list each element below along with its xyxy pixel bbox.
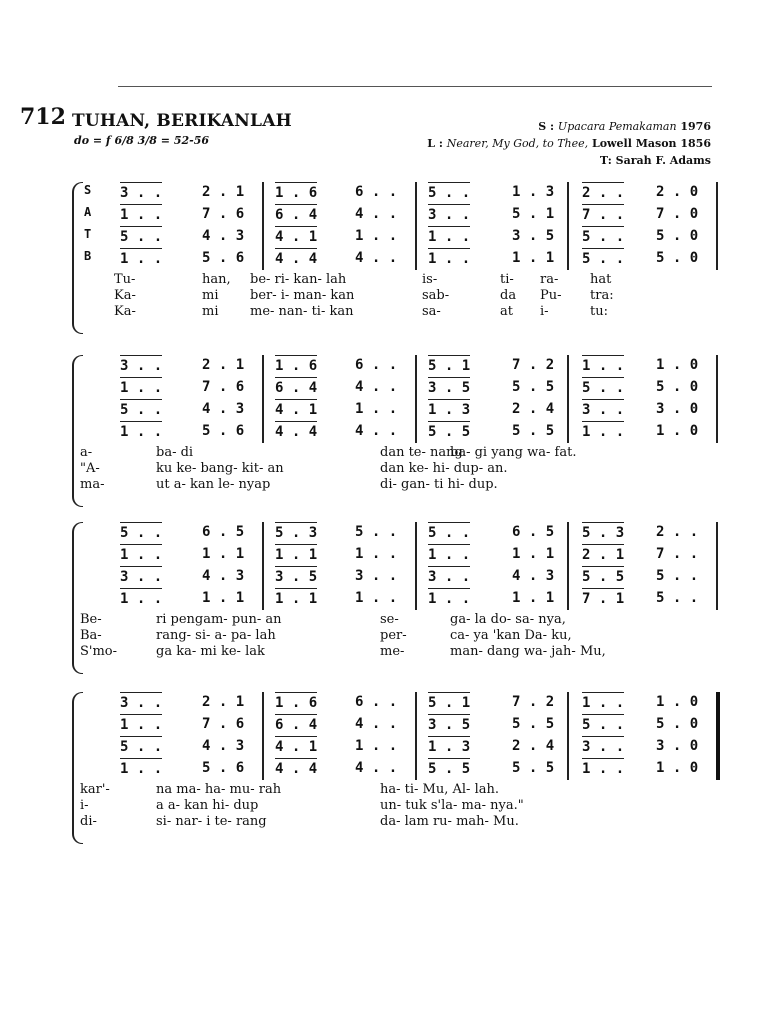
note-group: 7 . .: [656, 546, 699, 562]
lyric-syllable: ma-: [80, 477, 105, 492]
note-group: 5 . .: [428, 522, 470, 543]
note-group: 5 . 0: [656, 716, 699, 732]
note-group: 5 . .: [428, 182, 470, 203]
note-group: 3 . 0: [656, 738, 699, 754]
voice-row-s: [70, 355, 722, 377]
lyric-line-2: [70, 798, 722, 814]
lyric-syllable: ti-: [500, 272, 514, 287]
note-group: 6 . 5: [202, 524, 245, 540]
lyric-line-1: [70, 612, 722, 628]
note-group: 5 . 1: [428, 692, 470, 713]
note-group: 1 . 0: [656, 357, 699, 373]
note-group: 3 . .: [428, 566, 470, 587]
lyric-line-3: [70, 477, 722, 493]
voice-row-a: [70, 377, 722, 399]
lyric-syllable: ca- ya 'kan Da- ku,: [450, 628, 572, 643]
credit-source: S : Upacara Pemakaman 1976: [538, 120, 711, 133]
note-group: 2 . 4: [512, 738, 555, 754]
credit-melody: L : Nearer, My God, to Thee, Lowell Mason 1856: [427, 137, 711, 150]
lyric-syllable: ber- i- man- kan: [250, 288, 355, 303]
lyric-syllable: ha- ti- Mu, Al- lah.: [380, 782, 499, 797]
note-group: 1 . .: [120, 377, 162, 398]
note-group: 3 . .: [582, 736, 624, 757]
note-group: 1 . 6: [275, 355, 317, 376]
lyric-syllable: Ba-: [80, 628, 102, 643]
note-group: 7 . 2: [512, 357, 555, 373]
note-group: 4 . .: [355, 206, 398, 222]
barline: [262, 355, 264, 443]
barline: [262, 522, 264, 610]
barline: [415, 355, 417, 443]
voice-row-a: [70, 714, 722, 736]
note-group: 3 . 5: [428, 714, 470, 735]
note-group: 1 . 3: [428, 399, 470, 420]
voice-row-t: [70, 736, 722, 758]
lyric-line-2: [70, 628, 722, 644]
note-group: 7 . 6: [202, 379, 245, 395]
note-group: 1 . .: [428, 226, 470, 247]
barline: [567, 522, 569, 610]
note-group: 7 . 1: [582, 588, 624, 609]
note-group: 1 . .: [582, 355, 624, 376]
note-group: 5 . 1: [428, 355, 470, 376]
lyric-syllable: Tu-: [114, 272, 136, 287]
lyric-syllable: ba- gi yang wa- fat.: [450, 445, 577, 460]
note-group: 2 . 0: [656, 184, 699, 200]
note-group: 5 . .: [582, 226, 624, 247]
note-group: 4 . 3: [202, 228, 245, 244]
note-group: 1 . 3: [512, 184, 555, 200]
note-group: 5 . .: [582, 248, 624, 269]
note-group: 2 . 4: [512, 401, 555, 417]
barline: [262, 182, 264, 270]
barline: [415, 692, 417, 780]
note-group: 1 . .: [120, 204, 162, 225]
voice-row-s: [70, 692, 722, 714]
lyric-syllable: at: [500, 304, 513, 319]
lyric-syllable: man- dang wa- jah- Mu,: [450, 644, 606, 659]
note-group: 3 . 5: [512, 228, 555, 244]
hymn-number: 712: [20, 104, 66, 130]
lyric-line-3: [70, 644, 722, 660]
note-group: 4 . 4: [275, 421, 317, 442]
lyric-syllable: "A-: [80, 461, 100, 476]
note-group: 4 . .: [355, 423, 398, 439]
lyric-line-2: [70, 288, 722, 304]
note-group: 1 . 1: [512, 250, 555, 266]
note-group: 1 . .: [582, 692, 624, 713]
music-system-1: [70, 182, 722, 332]
note-group: 1 . 0: [656, 694, 699, 710]
note-group: 5 . 5: [512, 760, 555, 776]
music-system-3: [70, 522, 722, 672]
barline: [262, 692, 264, 780]
voice-row-a: [70, 204, 722, 226]
note-group: 2 . .: [656, 524, 699, 540]
note-group: 5 . 6: [202, 423, 245, 439]
note-group: 1 . .: [120, 714, 162, 735]
note-group: 2 . 1: [582, 544, 624, 565]
note-group: 4 . 4: [275, 758, 317, 779]
lyric-syllable: sa-: [422, 304, 441, 319]
note-group: 4 . 1: [275, 226, 317, 247]
note-group: 1 . .: [120, 758, 162, 779]
note-group: 1 . .: [120, 544, 162, 565]
note-group: 5 . 6: [202, 760, 245, 776]
note-group: 5 . 1: [512, 206, 555, 222]
note-group: 2 . 1: [202, 184, 245, 200]
barline: [567, 692, 569, 780]
note-group: 1 . .: [428, 544, 470, 565]
note-group: 1 . 1: [275, 588, 317, 609]
note-group: 4 . 3: [202, 401, 245, 417]
note-group: 5 . 5: [512, 379, 555, 395]
voice-row-a: [70, 544, 722, 566]
note-group: 4 . .: [355, 250, 398, 266]
voice-label: A: [84, 205, 92, 219]
note-group: 4 . 3: [202, 738, 245, 754]
note-group: 6 . .: [355, 694, 398, 710]
lyric-syllable: sab-: [422, 288, 450, 303]
note-group: 3 . 5: [275, 566, 317, 587]
note-group: 5 . .: [656, 568, 699, 584]
note-group: 3 . 5: [428, 377, 470, 398]
lyric-syllable: i-: [540, 304, 549, 319]
note-group: 2 . 1: [202, 357, 245, 373]
lyric-syllable: Ka-: [114, 288, 136, 303]
note-group: 4 . .: [355, 716, 398, 732]
lyric-syllable: tra:: [590, 288, 614, 303]
top-rule: [118, 86, 712, 87]
note-group: 6 . 5: [512, 524, 555, 540]
note-group: 6 . 4: [275, 204, 317, 225]
hymn-title: TUHAN, BERIKANLAH: [72, 111, 292, 131]
note-group: 6 . 4: [275, 377, 317, 398]
note-group: 5 . 3: [275, 522, 317, 543]
note-group: 3 . .: [428, 204, 470, 225]
lyric-syllable: si- nar- i te- rang: [156, 814, 267, 829]
lyric-syllable: tu:: [590, 304, 608, 319]
barline: [716, 522, 718, 610]
voice-row-b: [70, 248, 722, 270]
note-group: 5 . 3: [582, 522, 624, 543]
note-group: 1 . .: [428, 588, 470, 609]
lyric-syllable: me- nan- ti- kan: [250, 304, 354, 319]
lyric-syllable: han,: [202, 272, 231, 287]
lyric-syllable: Pu-: [540, 288, 562, 303]
lyric-line-3: [70, 304, 722, 320]
note-group: 5 . .: [582, 377, 624, 398]
note-group: 3 . .: [120, 182, 162, 203]
note-group: 5 . 5: [512, 423, 555, 439]
note-group: 3 . .: [355, 568, 398, 584]
note-group: 4 . 3: [202, 568, 245, 584]
lyric-syllable: ra-: [540, 272, 559, 287]
voice-label: T: [84, 227, 92, 241]
lyric-syllable: ku ke- bang- kit- an: [156, 461, 284, 476]
lyric-syllable: di- gan- ti hi- dup.: [380, 477, 498, 492]
note-group: 1 . 6: [275, 692, 317, 713]
lyric-line-1: [70, 272, 722, 288]
note-group: 5 . .: [120, 226, 162, 247]
barline: [716, 182, 718, 270]
note-group: 7 . 2: [512, 694, 555, 710]
final-barline: [716, 692, 720, 780]
note-group: 5 . 0: [656, 379, 699, 395]
note-group: 5 . .: [120, 522, 162, 543]
lyric-syllable: un- tuk s'la- ma- nya.": [380, 798, 524, 813]
note-group: 7 . .: [582, 204, 624, 225]
note-group: 5 . 6: [202, 250, 245, 266]
lyric-syllable: a-: [80, 445, 93, 460]
voice-row-b: [70, 758, 722, 780]
note-group: 1 . 0: [656, 760, 699, 776]
lyric-syllable: me-: [380, 644, 405, 659]
note-group: 1 . 0: [656, 423, 699, 439]
note-group: 5 . .: [582, 714, 624, 735]
note-group: 1 . .: [355, 738, 398, 754]
note-group: 5 . .: [120, 736, 162, 757]
lyric-syllable: S'mo-: [80, 644, 118, 659]
lyric-syllable: ga- la do- sa- nya,: [450, 612, 566, 627]
lyric-line-3: [70, 814, 722, 830]
note-group: 5 . 0: [656, 250, 699, 266]
note-group: 2 . 1: [202, 694, 245, 710]
lyric-syllable: a a- kan hi- dup: [156, 798, 259, 813]
note-group: 1 . .: [582, 758, 624, 779]
note-group: 7 . 6: [202, 716, 245, 732]
barline: [415, 182, 417, 270]
note-group: 5 . .: [120, 399, 162, 420]
note-group: 4 . 1: [275, 736, 317, 757]
voice-label: B: [84, 249, 92, 263]
music-system-4: [70, 692, 722, 842]
lyric-syllable: na ma- ha- mu- rah: [156, 782, 282, 797]
note-group: 3 . .: [120, 692, 162, 713]
voice-row-t: [70, 566, 722, 588]
voice-row-s: [70, 522, 722, 544]
lyric-syllable: i-: [80, 798, 89, 813]
note-group: 5 . 5: [428, 758, 470, 779]
barline: [567, 182, 569, 270]
note-group: 1 . 6: [275, 182, 317, 203]
lyric-syllable: mi: [202, 288, 219, 303]
note-group: 6 . 4: [275, 714, 317, 735]
note-group: 1 . 1: [512, 590, 555, 606]
voice-row-t: [70, 226, 722, 248]
lyric-line-2: [70, 461, 722, 477]
note-group: 3 . .: [120, 355, 162, 376]
lyric-syllable: is-: [422, 272, 438, 287]
lyric-syllable: kar'-: [80, 782, 110, 797]
note-group: 2 . .: [582, 182, 624, 203]
lyric-syllable: rang- si- a- pa- lah: [156, 628, 276, 643]
lyric-syllable: Ka-: [114, 304, 136, 319]
note-group: 4 . 3: [512, 568, 555, 584]
voice-row-t: [70, 399, 722, 421]
note-group: 5 . 5: [428, 421, 470, 442]
note-group: 7 . 6: [202, 206, 245, 222]
voice-row-b: [70, 588, 722, 610]
voice-row-b: [70, 421, 722, 443]
barline: [567, 355, 569, 443]
lyric-syllable: dan te- nang: [380, 445, 463, 460]
barline: [716, 355, 718, 443]
lyric-syllable: ba- di: [156, 445, 194, 460]
note-group: 5 . .: [355, 524, 398, 540]
note-group: 1 . .: [355, 228, 398, 244]
lyric-syllable: per-: [380, 628, 407, 643]
lyric-line-1: [70, 445, 722, 461]
lyric-syllable: da: [500, 288, 517, 303]
note-group: 1 . .: [120, 248, 162, 269]
note-group: 3 . .: [582, 399, 624, 420]
note-group: 4 . 4: [275, 248, 317, 269]
note-group: 3 . 0: [656, 401, 699, 417]
lyric-syllable: ut a- kan le- nyap: [156, 477, 271, 492]
music-system-2: [70, 355, 722, 505]
lyric-syllable: be- ri- kan- lah: [250, 272, 347, 287]
note-group: 1 . .: [428, 248, 470, 269]
lyric-syllable: ri pengam- pun- an: [156, 612, 282, 627]
lyric-syllable: dan ke- hi- dup- an.: [380, 461, 508, 476]
note-group: 3 . .: [120, 566, 162, 587]
note-group: 1 . 1: [202, 546, 245, 562]
note-group: 1 . 1: [512, 546, 555, 562]
lyric-syllable: da- lam ru- mah- Mu.: [380, 814, 519, 829]
note-group: 1 . 3: [428, 736, 470, 757]
key-signature: do = f 6/8 3/8 = 52-56: [74, 134, 210, 147]
note-group: 1 . .: [355, 401, 398, 417]
note-group: 6 . .: [355, 184, 398, 200]
lyric-line-1: [70, 782, 722, 798]
note-group: 4 . 1: [275, 399, 317, 420]
barline: [415, 522, 417, 610]
note-group: 4 . .: [355, 760, 398, 776]
lyric-syllable: Be-: [80, 612, 102, 627]
note-group: 5 . 5: [512, 716, 555, 732]
note-group: 1 . 1: [202, 590, 245, 606]
note-group: 1 . .: [355, 546, 398, 562]
note-group: 5 . 0: [656, 228, 699, 244]
lyric-syllable: se-: [380, 612, 399, 627]
voice-row-s: [70, 182, 722, 204]
voice-label: S: [84, 183, 92, 197]
note-group: 1 . 1: [275, 544, 317, 565]
lyric-syllable: di-: [80, 814, 97, 829]
lyric-syllable: hat: [590, 272, 612, 287]
note-group: 5 . .: [656, 590, 699, 606]
note-group: 1 . .: [355, 590, 398, 606]
note-group: 7 . 0: [656, 206, 699, 222]
note-group: 1 . .: [120, 588, 162, 609]
note-group: 5 . 5: [582, 566, 624, 587]
note-group: 6 . .: [355, 357, 398, 373]
lyric-syllable: ga ka- mi ke- lak: [156, 644, 265, 659]
note-group: 1 . .: [120, 421, 162, 442]
note-group: 1 . .: [582, 421, 624, 442]
note-group: 4 . .: [355, 379, 398, 395]
credit-text: T: Sarah F. Adams: [599, 154, 711, 167]
lyric-syllable: mi: [202, 304, 219, 319]
